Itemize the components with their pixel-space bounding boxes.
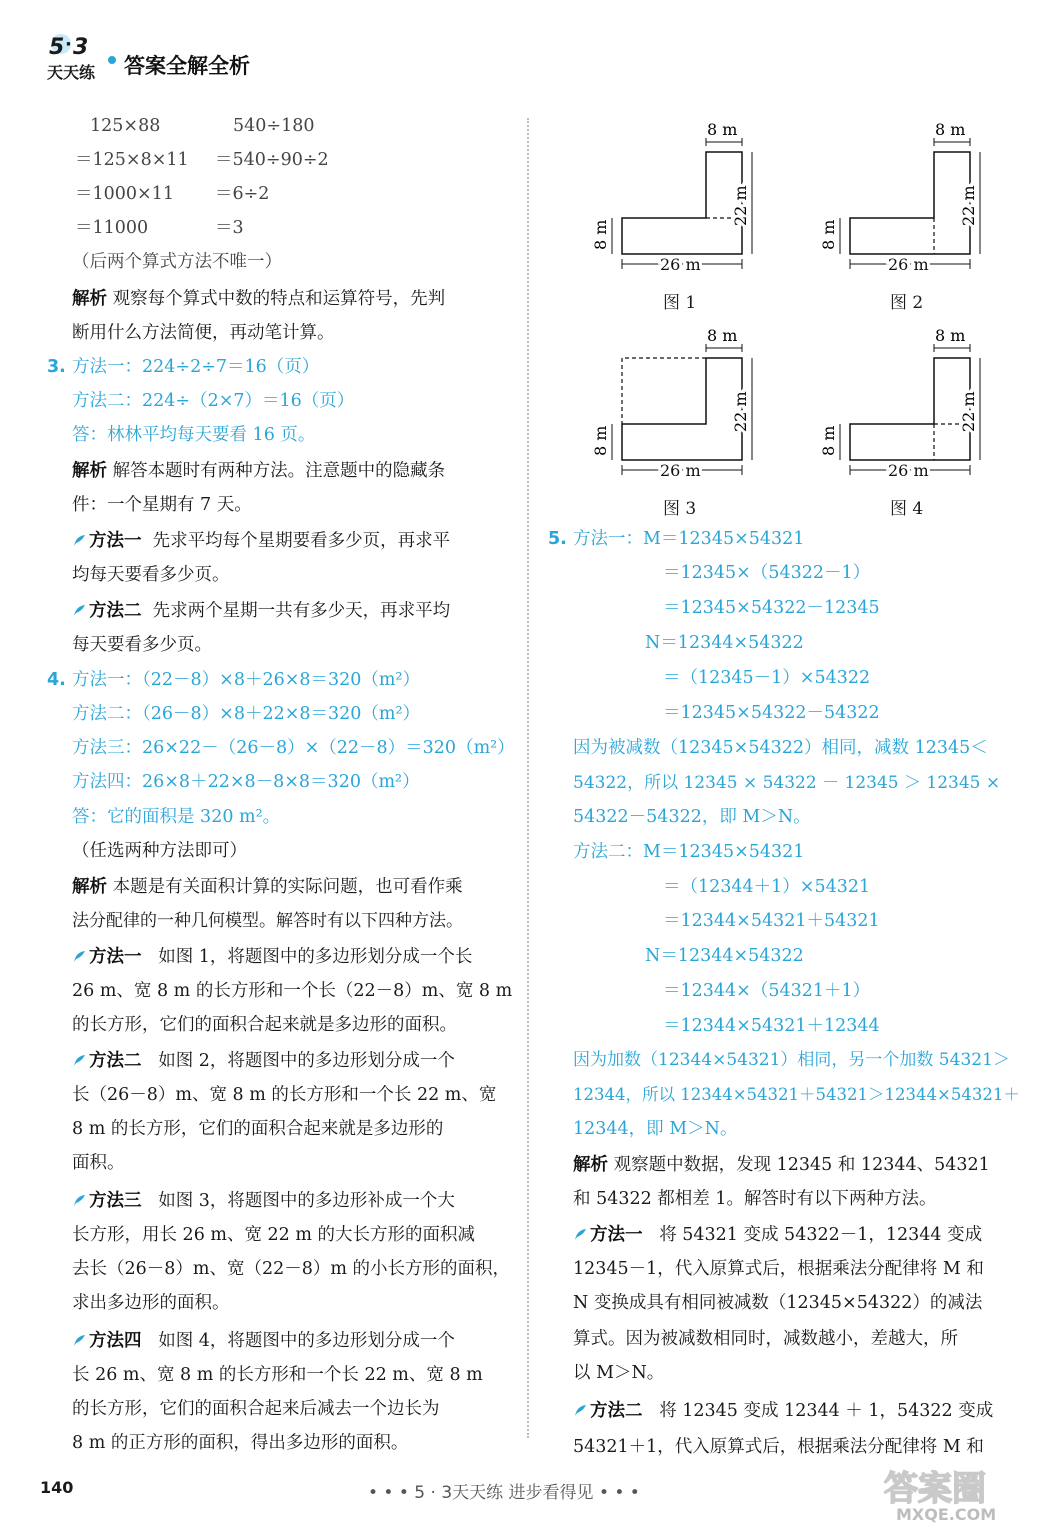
q5-p1-l3: N 变换成具有相同被减数（12345×54322）的减法 (573, 1293, 983, 1313)
svg-text:·: · (65, 34, 72, 55)
page-title: 答案全解全析 (124, 54, 250, 78)
page-number: 140 (40, 1478, 74, 1497)
q5-m1-l3: ＝12345×54322－12345 (663, 598, 880, 618)
feather-icon (72, 1326, 87, 1341)
svg-text:8 m: 8 m (591, 425, 610, 456)
q3-answer: 答：林林平均每天要看 16 页。 (72, 425, 316, 445)
svg-text:26 m: 26 m (660, 461, 701, 480)
figure-3-caption: 图 3 (663, 499, 697, 519)
figure-2-caption: 图 2 (890, 293, 924, 313)
svg-text:22 m: 22 m (959, 391, 978, 432)
q5-m1-l2: ＝12345×（54322－1） (663, 563, 871, 583)
q5-p2-l2: 54321＋1，代入原算式后，根据乘法分配律将 M 和 (573, 1437, 984, 1457)
svg-text:26 m: 26 m (660, 255, 701, 274)
q4-p1-l3: 的长方形，它们的面积合起来就是多边形的面积。 (72, 1015, 457, 1035)
q5-m2-r3: 12344，即 M＞N。 (573, 1119, 738, 1139)
q5-p1-l2: 12345－1，代入原算式后，根据乘法分配律将 M 和 (573, 1259, 984, 1279)
q4-analysis-l2: 法分配律的一种几何模型。解答时有以下四种方法。 (72, 911, 463, 931)
feather-icon (72, 526, 87, 541)
q4-p4: 方法四 如图 4，将题图中的多边形划分成一个 (72, 1324, 455, 1358)
q5-m1-l6: ＝12345×54322－54322 (663, 703, 880, 723)
q4-number: 4. (47, 670, 66, 690)
q5-m1-r3: 54322－54322，即 M＞N。 (573, 807, 811, 827)
q5-p1: 方法一 将 54321 变成 54322－1，12344 变成 (573, 1218, 982, 1252)
calc-col2-l1: 540÷180 (233, 116, 315, 136)
q5-m2-r1: 因为加数（12344×54321）相同，另一个加数 54321＞ (573, 1050, 1010, 1070)
q3-method2: 方法二：224÷（2×7）＝16（页） (72, 391, 355, 411)
svg-text:8 m: 8 m (707, 326, 738, 345)
q4-p4-l3: 的长方形，它们的面积合起来后减去一个边长为 (72, 1399, 440, 1419)
svg-text:8 m: 8 m (935, 120, 966, 139)
footer-slogan: • • • 5 · 3天天练 进步看得见 • • • (368, 1483, 640, 1503)
figure-1 (580, 112, 780, 312)
q3-number: 3. (47, 357, 66, 377)
svg-text:8 m: 8 m (819, 425, 838, 456)
feather-icon (573, 1396, 588, 1411)
feather-icon (72, 942, 87, 957)
q4-p4-l4: 8 m 的正方形的面积，得出多边形的面积。 (72, 1433, 409, 1453)
header-dot (108, 56, 116, 64)
figure-2 (808, 112, 1008, 312)
q3-methoda-l2: 均每天要看多少页。 (72, 565, 230, 585)
q4-p2-l2: 长（26－8）m、宽 8 m 的长方形和一个长 22 m、宽 (72, 1085, 497, 1105)
q4-analysis: 解析 本题是有关面积计算的实际问题，也可看作乘 (72, 877, 463, 897)
svg-text:8 m: 8 m (935, 326, 966, 345)
q5-m1-l4: N＝12344×54322 (645, 633, 804, 653)
q5-m1-l1: 方法一：M＝12345×54321 (573, 529, 805, 549)
svg-text:26 m: 26 m (888, 255, 929, 274)
calc-col2-l4: ＝3 (215, 218, 244, 238)
q4-p3-l2: 长方形，用长 26 m、宽 22 m 的大长方形的面积减 (72, 1225, 476, 1245)
figure-3 (580, 318, 780, 518)
q5-m2-l4: N＝12344×54322 (645, 946, 804, 966)
svg-text:26 m: 26 m (888, 461, 929, 480)
q3-methodb: 方法二 先求两个星期一共有多少天，再求平均 (72, 594, 450, 628)
svg-text:天天练: 天天练 (47, 63, 96, 82)
q3-method1: 方法一：224÷2÷7＝16（页） (72, 357, 320, 377)
column-divider (527, 118, 529, 1438)
figure-4-caption: 图 4 (890, 499, 924, 519)
q5-analysis: 解析 观察题中数据，发现 12345 和 12344、54321 (573, 1155, 990, 1175)
q5-p1-l4: 算式。因为被减数相同时，减数越小，差越大，所 (573, 1329, 958, 1349)
q4-p3-l4: 求出多边形的面积。 (72, 1293, 230, 1313)
q5-m1-r1: 因为被减数（12345×54322）相同，减数 12345＜ (573, 738, 988, 758)
svg-text:8 m: 8 m (819, 219, 838, 250)
q5-m2-l6: ＝12344×54321＋12344 (663, 1016, 880, 1036)
svg-text:22 m: 22 m (731, 391, 750, 432)
calc-col1-l2: ＝125×8×11 (75, 150, 189, 170)
calc-col1-l4: ＝11000 (75, 218, 149, 238)
q4-answer: 答：它的面积是 320 m²。 (72, 807, 281, 827)
q4-p1: 方法一 如图 1，将题图中的多边形划分成一个长 (72, 940, 472, 974)
svg-text:8 m: 8 m (591, 219, 610, 250)
svg-text:22 m: 22 m (731, 185, 750, 226)
q4-p3: 方法三 如图 3，将题图中的多边形补成一个大 (72, 1184, 455, 1218)
feather-icon (72, 1046, 87, 1061)
feather-icon (72, 596, 87, 611)
calc-col2-l2: ＝540÷90÷2 (215, 150, 329, 170)
q4-method1: 方法一：（22－8）×8＋26×8＝320（m²） (72, 670, 421, 690)
svg-text:5: 5 (49, 35, 65, 60)
q5-p2: 方法二 将 12345 变成 12344 ＋ 1，54322 变成 (573, 1394, 993, 1428)
q5-m2-l2: ＝（12344＋1）×54321 (663, 877, 871, 897)
q4-method4: 方法四：26×8＋22×8－8×8＝320（m²） (72, 772, 420, 792)
q4-method2: 方法二：（26－8）×8＋22×8＝320（m²） (72, 704, 421, 724)
watermark (876, 1464, 1026, 1524)
calc-col1-l3: ＝1000×11 (75, 184, 174, 204)
q4-p4-l2: 长 26 m、宽 8 m 的长方形和一个长 22 m、宽 8 m (72, 1365, 483, 1385)
svg-text:22 m: 22 m (959, 185, 978, 226)
q5-m1-l5: ＝（12345－1）×54322 (663, 668, 871, 688)
q5-m2-r2: 12344，所以 12344×54321＋54321＞12344×54321＋ (573, 1085, 1020, 1104)
q4-method3: 方法三：26×22－（26－8）×（22－8）＝320（m²） (72, 738, 515, 758)
q5-m2-l3: ＝12344×54321＋54321 (663, 911, 880, 931)
brand-logo (45, 28, 103, 86)
q5-analysis-l2: 和 54322 都相差 1。解答时有以下两种方法。 (573, 1189, 937, 1209)
q4-p2-l4: 面积。 (72, 1153, 125, 1173)
q3-methodb-l2: 每天要看多少页。 (72, 635, 212, 655)
q5-number: 5. (548, 529, 567, 549)
q5-m2-l5: ＝12344×（54321＋1） (663, 981, 871, 1001)
q3-analysis-l2: 件：一个星期有 7 天。 (72, 495, 252, 515)
q4-p1-l2: 26 m、宽 8 m 的长方形和一个长（22－8）m、宽 8 m (72, 981, 513, 1001)
q4-note: （任选两种方法即可） (72, 841, 247, 861)
calc-analysis: 解析 观察每个算式中数的特点和运算符号，先判 (72, 289, 446, 309)
q4-p2: 方法二 如图 2，将题图中的多边形划分成一个 (72, 1044, 455, 1078)
q3-analysis: 解析 解答本题时有两种方法。注意题中的隐藏条 (72, 461, 446, 481)
feather-icon (72, 1186, 87, 1201)
feather-icon (573, 1220, 588, 1235)
figure-1-caption: 图 1 (663, 293, 697, 313)
calc-analysis-l2: 断用什么方法简便，再动笔计算。 (72, 323, 335, 343)
q5-p1-l5: 以 M＞N。 (573, 1363, 665, 1383)
svg-text:3: 3 (73, 35, 89, 60)
calc-col1-l1: 125×88 (90, 116, 161, 136)
q5-m2-l1: 方法二：M＝12345×54321 (573, 842, 805, 862)
q4-p2-l3: 8 m 的长方形，它们的面积合起来就是多边形的 (72, 1119, 444, 1139)
figure-4 (808, 318, 1008, 518)
svg-text:答案圈: 答案圈 (884, 1469, 986, 1509)
q4-p3-l3: 去长（26－8）m、宽（22－8）m 的小长方形的面积， (72, 1259, 511, 1279)
q3-methoda: 方法一 先求平均每个星期要看多少页，再求平 (72, 524, 450, 558)
calc-col2-l3: ＝6÷2 (215, 184, 270, 204)
q5-m1-r2: 54322，所以 12345 × 54322 － 12345 ＞ 12345 × (573, 773, 1001, 793)
svg-text:MXQE.COM: MXQE.COM (896, 1505, 997, 1524)
calc-note: （后两个算式方法不唯一） (72, 252, 282, 272)
svg-text:8 m: 8 m (707, 120, 738, 139)
